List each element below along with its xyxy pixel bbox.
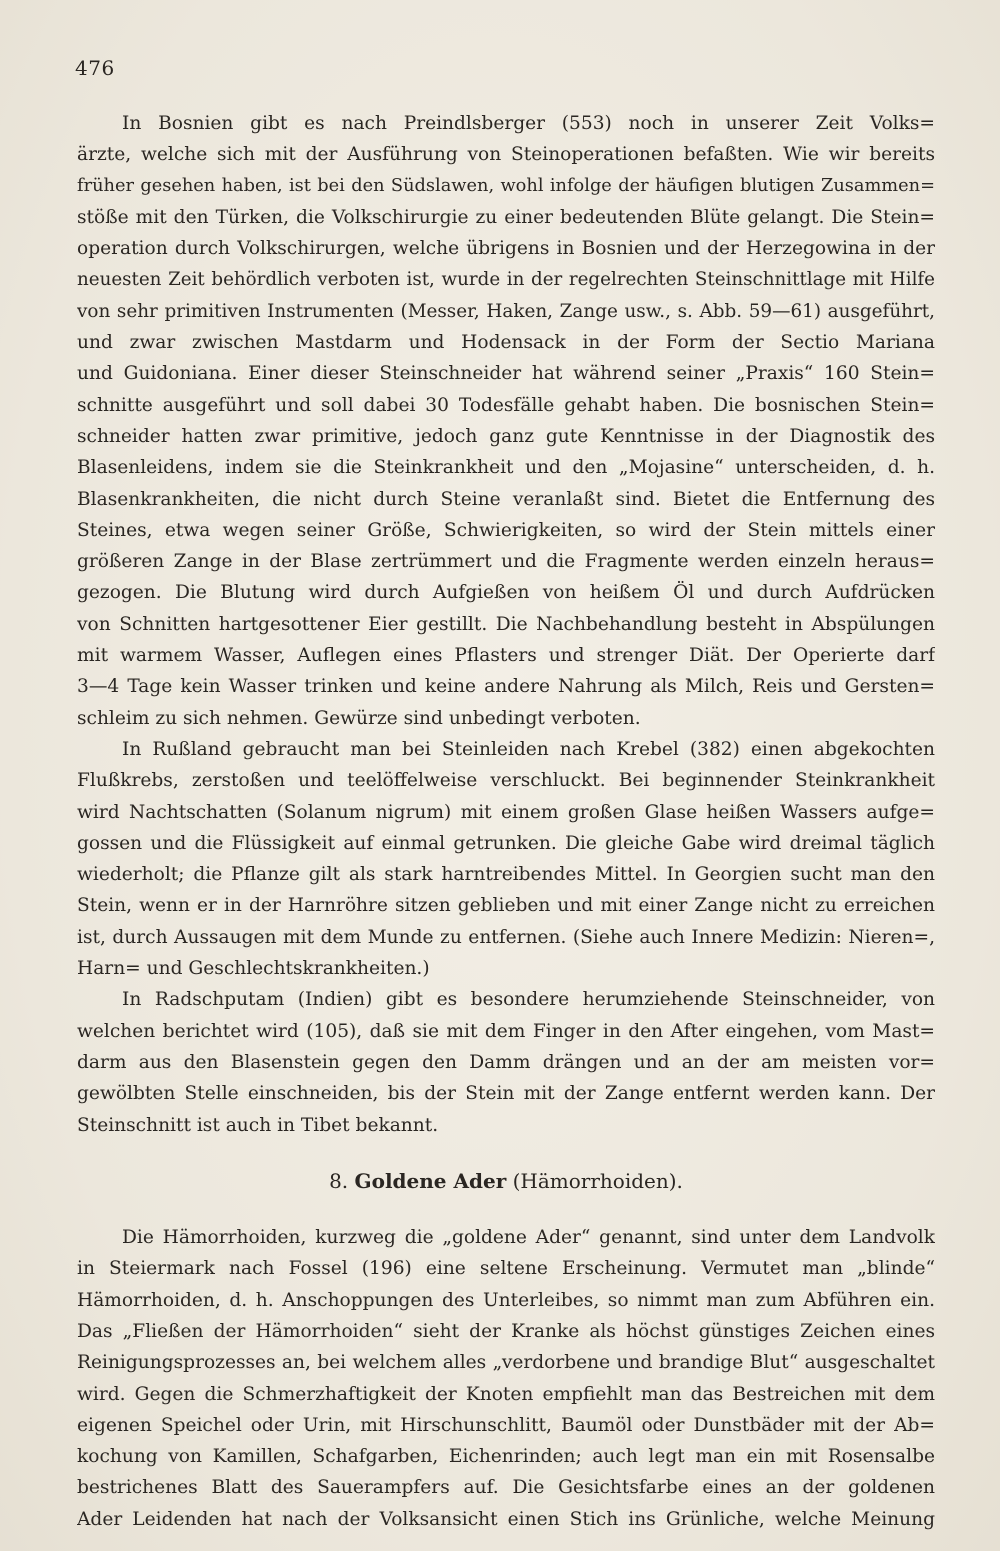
text-line: ärzte, welche sich mit der Ausführung von Steinoperationen befaßten. Wie wir bereits: [77, 144, 935, 166]
text-line: Steinschnitt ist auch in Tibet bekannt.: [77, 1114, 439, 1136]
text-line: von sehr primitiven Instrumenten (Messer, Haken, Zange usw., s. Abb. 59—61) ausgeführt,: [77, 300, 935, 322]
text-line: 3—4 Tage kein Wasser trinken und keine andere Nahrung als Milch, Reis und Gersten=: [77, 676, 935, 698]
text-line: Die Hämorrhoiden, kurzweg die „goldene Ader“ genannt, sind unter dem Landvolk: [122, 1227, 935, 1249]
text-line: operation durch Volkschirurgen, welche übrigens in Bosnien und der Herzegowina in der: [77, 238, 935, 260]
text-line: welchen berichtet wird (105), daß sie mit dem Finger in den After eingehen, vom Mast=: [77, 1020, 935, 1042]
text-line: wird Nachtschatten (Solanum nigrum) mit einem großen Glase heißen Wassers aufge=: [77, 801, 935, 823]
text-line: Hämorrhoiden, d. h. Anschoppungen des Unterleibes, so nimmt man zum Abführen ein.: [77, 1289, 935, 1311]
page-number: 476: [75, 56, 115, 80]
text-line: gezogen. Die Blutung wird durch Aufgießen von heißem Öl und durch Aufdrücken: [77, 582, 935, 604]
paragraph-bosnia: [77, 108, 935, 734]
text-line: gewölbten Stelle einschneiden, bis der Stein mit der Zange entfernt werden kann. Der: [77, 1083, 935, 1105]
text-line: Ader Leidenden hat nach der Volksansicht einen Stich ins Grünliche, welche Meinung: [77, 1508, 935, 1530]
text-line: schnitte ausgeführt und soll dabei 30 Todesfälle gehabt haben. Die bosnischen Stein=: [77, 394, 935, 416]
text-line: bestrichenes Blatt des Sauerampfers auf. Die Gesichtsfarbe eines an der goldenen: [77, 1477, 935, 1499]
text-line: In Radschputam (Indien) gibt es besondere herumziehende Steinschneider, von: [122, 989, 935, 1011]
text-line: In Rußland gebraucht man bei Steinleiden nach Krebel (382) einen abgekochten: [122, 738, 935, 760]
body-text: [77, 108, 935, 1535]
text-line: mit warmem Wasser, Auflegen eines Pflasters und strenger Diät. Der Operierte darf: [77, 645, 935, 667]
text-line: Das „Fließen der Hämorrhoiden“ sieht der Kranke als höchst günstiges Zeichen eines: [77, 1320, 935, 1342]
text-line: und zwar zwischen Mastdarm und Hodensack in der Form der Sectio Mariana: [77, 332, 935, 354]
text-line: in Steiermark nach Fossel (196) eine seltene Erscheinung. Vermutet man „blinde“: [77, 1258, 935, 1280]
text-line: Blasenleidens, indem sie die Steinkrankheit und den „Mojasine“ unterscheiden, d. h.: [77, 457, 935, 479]
text-line: neuesten Zeit behördlich verboten ist, wurde in der regelrechten Steinschnittlage mit Hilfe: [77, 269, 935, 291]
paragraph-india: [77, 984, 935, 1140]
text-line: Steines, etwa wegen seiner Größe, Schwierigkeiten, so wird der Stein mittels einer: [77, 519, 935, 541]
section-heading: [77, 1166, 935, 1197]
text-line: stöße mit den Türken, die Volkschirurgie zu einer bedeutenden Blüte gelangt. Die Stein=: [77, 206, 935, 228]
text-line: größeren Zange in der Blase zertrümmert und die Fragmente werden einzeln heraus=: [77, 551, 935, 573]
section-title: Goldene Ader: [354, 1168, 507, 1193]
text-line: darm aus den Blasenstein gegen den Damm drängen und an der am meisten vor=: [77, 1051, 935, 1073]
section-subtitle: (Hämorrhoiden).: [512, 1168, 683, 1193]
text-line: wiederholt; die Pflanze gilt als stark harntreibendes Mittel. In Georgien sucht man den: [77, 864, 935, 886]
text-line: Blasenkrankheiten, die nicht durch Steine veranlaßt sind. Bietet die Entfernung des: [77, 488, 935, 510]
text-line: eigenen Speichel oder Urin, mit Hirschunschlitt, Baumöl oder Dunstbäder mit der Ab=: [77, 1414, 935, 1436]
text-line: schleim zu sich nehmen. Gewürze sind unbedingt verboten.: [77, 707, 641, 729]
text-line: gossen und die Flüssigkeit auf einmal getrunken. Die gleiche Gabe wird dreimal täglich: [77, 832, 935, 854]
section-number: 8.: [329, 1168, 349, 1193]
text-line: Reinigungsprozesses an, bei welchem alles „verdorbene und brandige Blut“ ausgeschaltet: [77, 1352, 935, 1374]
text-line: wird. Gegen die Schmerzhaftigkeit der Knoten empfiehlt man das Bestreichen mit dem: [77, 1383, 935, 1405]
paragraph-haemorrhoids: [77, 1222, 935, 1535]
text-line: Harn= und Geschlechtskrankheiten.): [77, 958, 430, 980]
text-line: ist, durch Aussaugen mit dem Munde zu entfernen. (Siehe auch Innere Medizin: Nieren=,: [77, 926, 935, 948]
text-line: von Schnitten hartgesottener Eier gestillt. Die Nachbehandlung besteht in Abspülungen: [77, 613, 935, 635]
text-line: Stein, wenn er in der Harnröhre sitzen geblieben und mit einer Zange nicht zu erreichen: [77, 895, 935, 917]
text-line: schneider hatten zwar primitive, jedoch ganz gute Kenntnisse in der Diagnostik des: [77, 425, 935, 447]
text-line: In Bosnien gibt es nach Preindlsberger (553) noch in unserer Zeit Volks=: [122, 113, 935, 134]
text-line: früher gesehen haben, ist bei den Südslawen, wohl infolge der häufigen blutigen Zusammen=: [77, 175, 935, 196]
paragraph-russia: [77, 734, 935, 984]
text-line: und Guidoniana. Einer dieser Steinschneider hat während seiner „Praxis“ 160 Stein=: [77, 363, 935, 385]
text-line: kochung von Kamillen, Schafgarben, Eichenrinden; auch legt man ein mit Rosensalbe: [77, 1446, 935, 1468]
text-line: Flußkrebs, zerstoßen und teelöffelweise verschluckt. Bei beginnender Steinkrankheit: [77, 770, 935, 792]
